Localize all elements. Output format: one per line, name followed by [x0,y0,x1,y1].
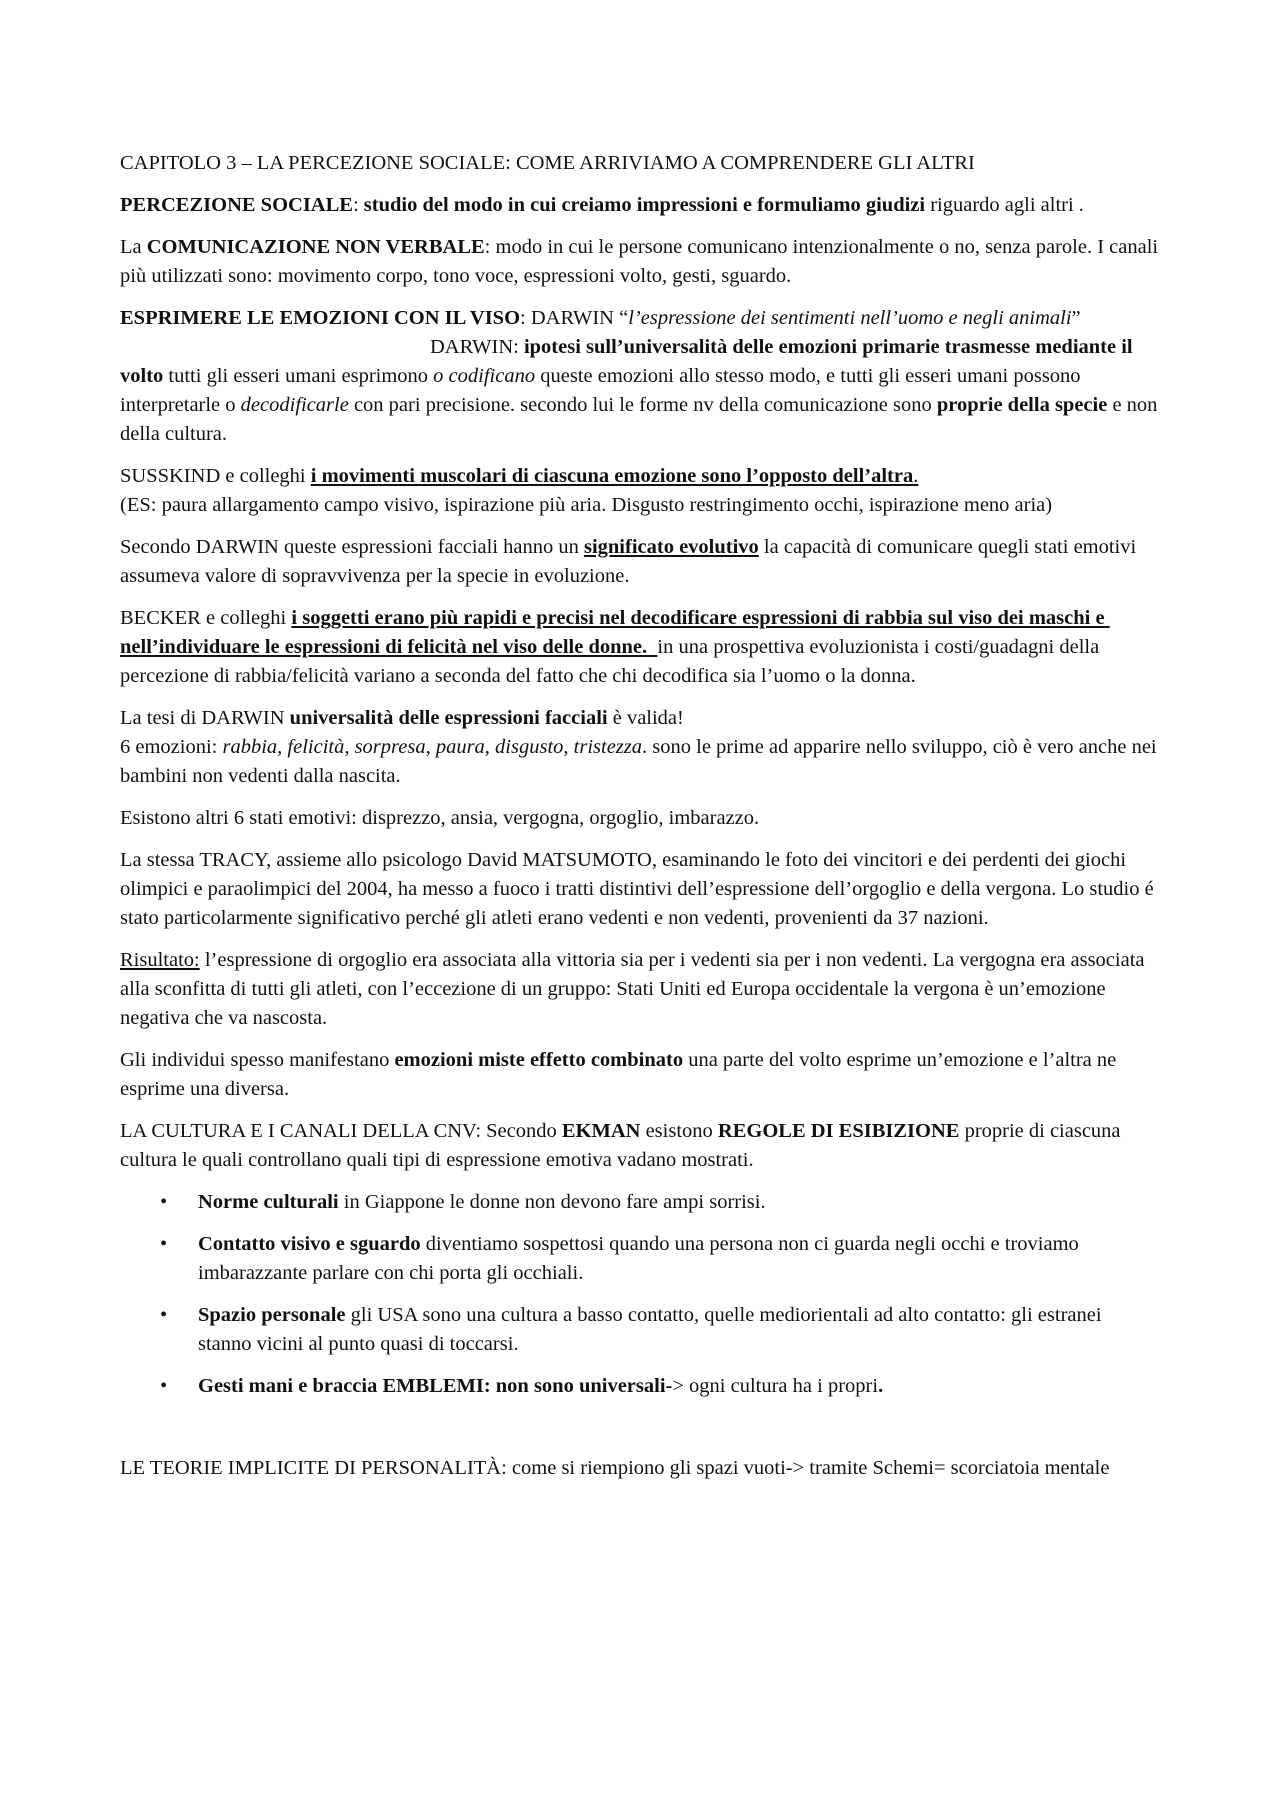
text: : [352,194,364,216]
paragraph-comunicazione-non-verbale [120,233,1160,291]
text: DARWIN: [430,336,524,358]
item-text: > ogni cultura ha i propri [672,1375,879,1397]
heading-term: ESPRIMERE LE EMOZIONI CON IL VISO [120,307,521,329]
text: queste emozioni allo stesso modo, e tutti gli esseri umani possono interpretarle o [120,365,1081,416]
paragraph-universalita [120,704,1160,791]
text: : modo in cui le persone comunicano intenzionalmente o no, senza parole. I canali più utilizzati sono: movimento corpo, tono voce, espressioni volto, gesti, sguardo. [120,236,1159,287]
list-item [120,1188,1160,1217]
bullet-list [120,1188,1160,1401]
bullet-icon: • [160,1191,168,1213]
item-text: gli USA sono una cultura a basso contatto, quelle mediorientali ad alto contatto: gli estranei stanno vicini al punto quasi di toccarsi. [198,1304,1102,1355]
bullet-icon: • [160,1375,168,1397]
author-name: EKMAN [561,1120,641,1142]
text: l’espressione di orgoglio era associata alla vittoria sia per i vedenti sia per i non vedenti. La vergogna era associata alla sconfitta di tutti gli atleti, con l’eccezione di un gruppo: Stati Uniti ed Europa occidentale la vergona è un’emozione negativa che va nascosta. [120,949,1145,1029]
label-risultato: Risultato: [120,949,200,971]
text: con pari precisione. secondo lui le forme nv della comunicazione sono [348,394,937,416]
text: proprie di ciascuna cultura le quali controllano quali tipi di espressione emotiva vadano mostrati. [120,1120,1121,1171]
item-text: diventiamo sospettosi quando una persona non ci guarda negli occhi e troviamo imbarazzante parlare con chi porta gli occhiali. [198,1233,1079,1284]
emphasis: o codificano [433,365,536,387]
item-term: Spazio personale [198,1304,346,1326]
item-text: in Giappone le donne non devono fare ampi sorrisi. [338,1191,766,1213]
text: La tesi di DARWIN [120,707,290,729]
finding: i movimenti muscolari di ciascuna emozione sono l’opposto dell’altra [310,465,914,487]
emphasis-bold: universalità delle espressioni facciali [289,707,608,729]
paragraph-emozioni-miste [120,1046,1160,1104]
definition: studio del modo in cui creiamo impressioni e formuliamo giudizi [363,194,926,216]
emphasis: decodificarle [240,394,349,416]
finding: i soggetti erano più rapidi e precisi nel decodificare espressioni di rabbia sul viso dei maschi e nell’individuare le espressioni di felicità nel viso delle donne. [120,607,1110,658]
text: LA CULTURA E I CANALI DELLA CNV: Secondo [120,1120,562,1142]
item-term: Contatto visivo e sguardo [198,1233,421,1255]
text: tutti gli esseri umani esprimono [163,365,434,387]
finding: significato evolutivo [583,536,759,558]
text: e non della cultura. [120,394,1158,445]
paragraph-susskind [120,462,1160,520]
paragraph-cultura-cnv [120,1117,1160,1175]
emphasis-bold: proprie della specie [936,394,1108,416]
paragraph-risultato [120,946,1160,1033]
bullet-icon: • [160,1233,168,1255]
text: SUSSKIND e colleghi [120,465,311,487]
example: (ES: paura allargamento campo visivo, ispirazione più aria. Disgusto restringimento occhi, ispirazione meno aria) [120,494,1053,516]
paragraph-teorie-implicite: LE TEORIE IMPLICITE DI PERSONALITÀ: come si riempiono gli spazi vuoti-> tramite Schemi= scorciatoia mentale [120,1457,1110,1479]
chapter-title: CAPITOLO 3 – LA PERCEZIONE SOCIALE: COME ARRIVIAMO A COMPRENDERE GLI ALTRI [120,152,975,174]
text: una parte del volto esprime un’emozione e l’altra ne esprime una diversa. [120,1049,1117,1100]
term: COMUNICAZIONE NON VERBALE [146,236,485,258]
text: Gli individui spesso manifestano [120,1049,395,1071]
bullet-icon: • [160,1304,168,1326]
blank-space [120,1414,1160,1454]
paragraph-esprimere-emozioni [120,304,1160,449]
text: 6 emozioni: [120,736,223,758]
list-item [120,1230,1160,1288]
paragraph-becker [120,604,1160,691]
text: ” [1071,307,1081,329]
paragraph-percezione-sociale [120,191,1160,220]
text: La [120,236,147,258]
text: esistono [640,1120,718,1142]
item-end: . [878,1375,884,1397]
term: PERCEZIONE SOCIALE [120,194,353,216]
item-term: Norme culturali [198,1191,339,1213]
text: la capacità di comunicare quegli stati emotivi assumeva valore di sopravvivenza per la specie in evoluzione. [120,536,1137,587]
emotion-list: rabbia, felicità, sorpresa, paura, disgusto, tristezza [222,736,643,758]
text: BECKER e colleghi [120,607,292,629]
list-item [120,1301,1160,1359]
text: . [913,465,919,487]
term: REGOLE DI ESIBIZIONE [717,1120,960,1142]
book-title: l’espressione dei sentimenti nell’uomo e negli animali [628,307,1072,329]
paragraph-tracy: La stessa TRACY, assieme allo psicologo David MATSUMOTO, esaminando le foto dei vincitori e dei perdenti dei giochi olimpici e paraolimpici del 2004, ha messo a fuoco i tratti distintivi dell’espressione dell’orgoglio e della vergona. Lo studio é stato particolarmente significativo perché gli atleti erano vedenti e non vedenti, provenienti da 37 nazioni. [120,849,1154,929]
list-item [120,1372,1160,1401]
text: : DARWIN “ [520,307,629,329]
item-term: Gesti mani e braccia EMBLEMI: non sono universali- [198,1375,673,1397]
hypothesis: ipotesi sull’universalità delle emozioni primarie trasmesse mediante il volto [120,336,1133,387]
paragraph-significato-evolutivo [120,533,1160,591]
text: in una prospettiva evoluzionista i costi/guadagni della percezione di rabbia/felicità variano a seconda del fatto che chi decodifica sia l’uomo o la donna. [120,636,1100,687]
text: riguardo agli altri . [925,194,1084,216]
text: . sono le prime ad apparire nello sviluppo, ciò è vero anche nei bambini non vedenti dalla nascita. [120,736,1157,787]
emphasis-bold: emozioni miste effetto combinato [394,1049,684,1071]
text: è valida! [607,707,684,729]
paragraph-altri-stati: Esistono altri 6 stati emotivi: disprezzo, ansia, vergogna, orgoglio, imbarazzo. [120,807,760,829]
text: Secondo DARWIN queste espressioni facciali hanno un [120,536,584,558]
